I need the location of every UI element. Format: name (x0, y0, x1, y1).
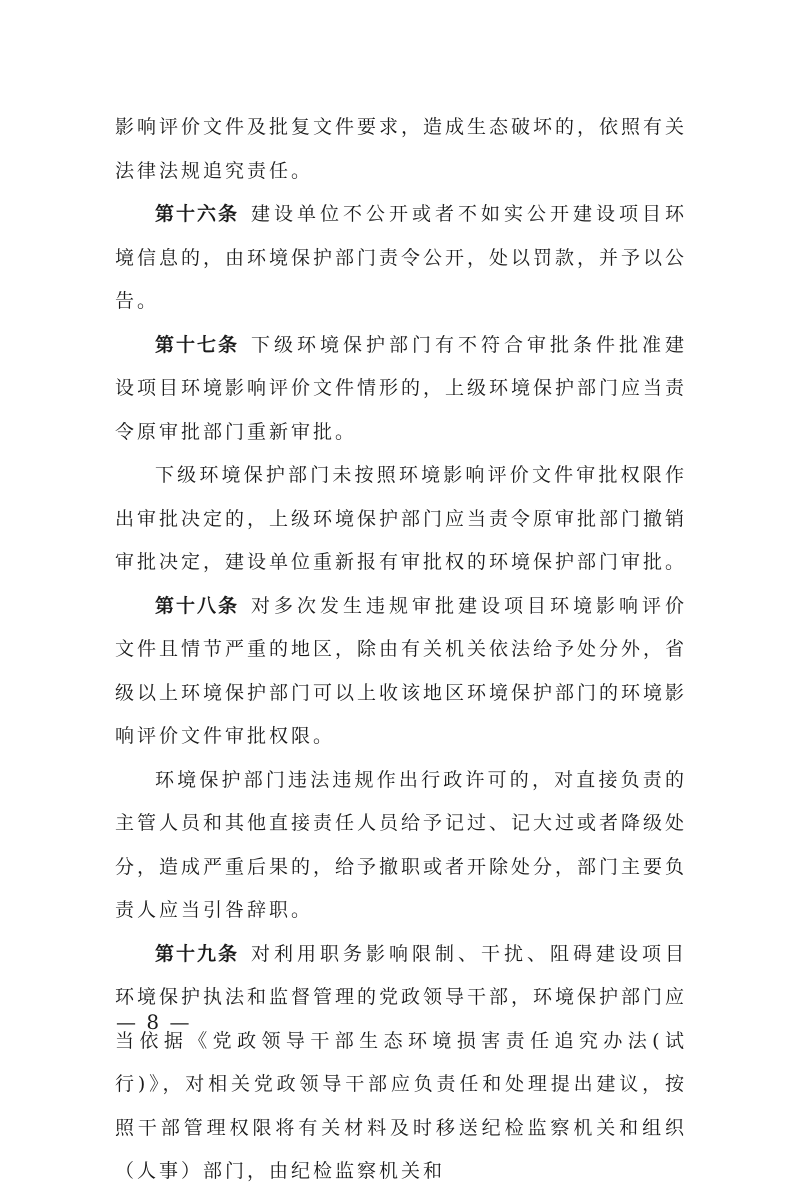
document-body (115, 106, 687, 1194)
paragraph-article-17 (115, 324, 687, 455)
article-number: 第十八条 (155, 594, 239, 617)
paragraph-continuation (115, 106, 687, 193)
paragraph-article-18-part-2 (115, 759, 687, 933)
paragraph-article-19 (115, 933, 687, 1194)
paragraph-article-17-part-2 (115, 454, 687, 585)
paragraph-text: 对多次发生违规审批建设项目环境影响评价文件且情节严重的地区，除由有关机关依法给予处分外，省级以上环境保护部门可以上收该地区环境保护部门的环境影响评价文件审批权限。 (115, 594, 688, 747)
paragraph-text: 下级环境保护部门未按照环境影响评价文件审批权限作出审批决定的，上级环境保护部门应当责令原审批部门撤销审批决定，建设单位重新报有审批权的环境保护部门审批。 (115, 464, 688, 573)
paragraph-text: 影响评价文件及批复文件要求，造成生态破坏的，依照有关法律法规追究责任。 (115, 116, 688, 182)
paragraph-text: 建设单位不公开或者不如实公开建设项目环境信息的，由环境保护部门责令公开，处以罚款，并予以公告。 (115, 203, 688, 312)
paragraph-text: 下级环境保护部门有不符合审批条件批准建设项目环境影响评价文件情形的，上级环境保护部门应当责令原审批部门重新审批。 (115, 333, 688, 443)
article-number: 第十七条 (155, 333, 239, 356)
paragraph-article-18 (115, 585, 687, 759)
article-number: 第十九条 (155, 942, 239, 965)
paragraph-text: 环境保护部门违法违规作出行政许可的，对直接负责的主管人员和其他直接责任人员给予记过、记大过或者降级处分，造成严重后果的，给予撤职或者开除处分，部门主要负责人应当引咎辞职。 (115, 768, 688, 921)
page-number: — 8 — (116, 1010, 192, 1034)
paragraph-article-16 (115, 193, 687, 324)
article-number: 第十六条 (155, 203, 239, 225)
paragraph-text: 对利用职务影响限制、干扰、阻碍建设项目环境保护执法和监督管理的党政领导干部，环境保护部门应当依据《党政领导干部生态环境损害责任追究办法(试行)》，对相关党政领导干部应负责任和处理提出建议，按照干部管理权限将有关材料及时移送纪检监察机关和组织（人事）部门，由纪检监察机关和 (115, 942, 688, 1182)
